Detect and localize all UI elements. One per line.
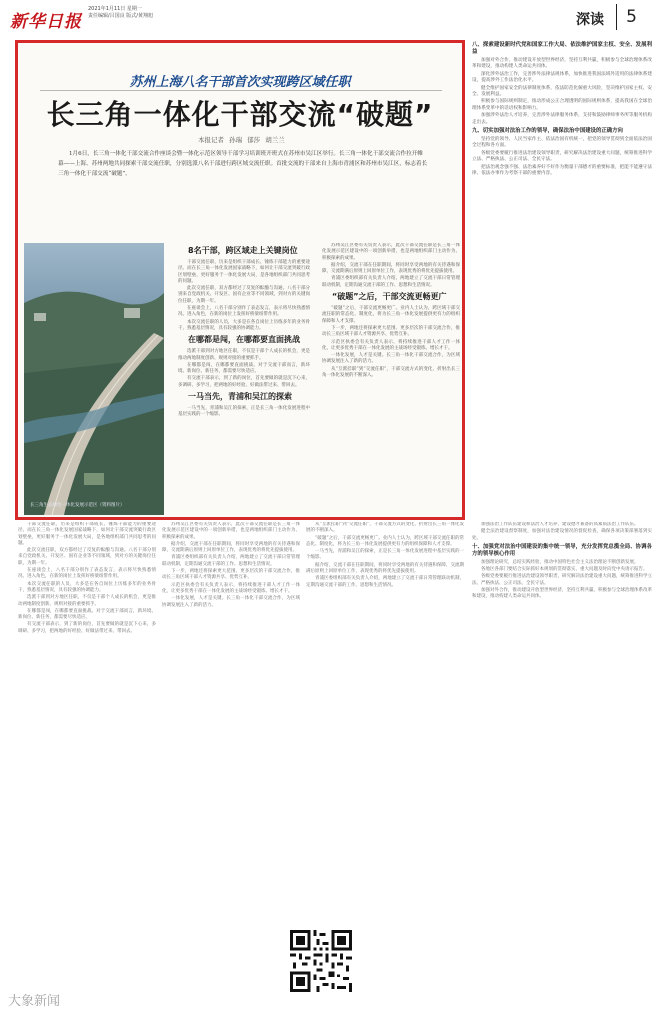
body-paragraph: 各级党委要履行推进法治建设领导职责，研究解决法治建设重大问题，统筹推进科学立法、严格执法、公正司法、全民守法。 [472, 150, 652, 163]
body-paragraph: 在座谈会上，八名干部分别作了表态发言，表示将尽快熟悉情况、进入角色，在新的岗位上发挥好桥梁纽带作用。 [18, 568, 156, 580]
article-paragraph: 示范区执委会有关负责人表示，将持续推进干部人才工作一体化，让更多优秀干部在一体化发展的主战场经受锻炼、增长才干。 [322, 339, 460, 351]
article-paragraph: 有交流干部表示，到了新的岗位，首先要做的就是沉下心来，多调研、多学习，把两地的好经验、好做法带过来、带回去。 [178, 376, 310, 388]
body-paragraph: 各地区各部门要结合实际抓好本规划的贯彻落实，重大问题及时向党中央请示报告。 [481, 567, 648, 573]
article-subhead: 8名干部，跨区域走上关键岗位 [188, 246, 298, 255]
byline-label: 本报记者 [198, 136, 224, 144]
photo-caption: 长三角生态绿色一体化发展示范区（资料图片） [30, 503, 125, 508]
body-paragraph: 有交流干部表示，到了新的岗位，首先要做的就是沉下心来，多调研、多学习，把两地的好经验、好做法带过来、带回去。 [18, 622, 156, 634]
article-paragraph: 一体化发展，人才是关键。长三角一体化干部交流合作，为区域协调发展注入了新的活力。 [322, 353, 460, 365]
article-paragraph: 干部交流任职，历来是组织干部成长、锤炼干部能力的重要途径。而在长三角一体化发展国家战略下，如何让干部交流突破行政区划壁垒，更好服务于一体化发展大局，是各地组织部门共同思考的问题。 [178, 260, 310, 284]
body-paragraph: 各级党委要履行推进法治建设领导职责，研究解决法治建设重大问题，统筹推进科学立法、严格执法、公正司法、全民守法。 [472, 574, 652, 586]
section-heading: 八、探索建设新时代党和国家工作大局、依法维护国家主权、安全、发展利益 [472, 42, 652, 55]
section-heading: 十、加强党对法治中国建设的集中统一领导，充分发挥党总揽全局、协调各方的领导核心作用 [472, 543, 652, 557]
kicker-divider [40, 90, 442, 91]
masthead-meta [88, 6, 153, 20]
article-column-2 [322, 243, 460, 515]
article-paragraph: 选派干部到对方地区任职，不仅是干部个人成长的机会，更是推动两地制度创新、规则对接的重要抓手。 [178, 349, 310, 361]
article-paragraph: 苏州吴江区委有关负责人表示，此次干部交流任职是长三角一体化发展示范区建设中的一项创新举措，也是两地组织部门主动作为、积极探索的成果。 [322, 243, 460, 261]
body-paragraph: 此次交流任职，双方都经过了反复的酝酿与沟通。八名干部分别来自党政机关、开发区、国有企业等不同领域，到对方的关键岗位任职，为期一年。 [18, 548, 156, 566]
article-paragraph: 此次交流任职，双方都经过了反复的酝酿与沟通。八名干部分别来自党政机关、开发区、国有企业等不同领域，到对方的关键岗位任职，为期一年。 [178, 286, 310, 304]
article-paragraph: 在哪都是闯，在哪都要直面挑战。对于交流干部而言，新环境、新岗位、新任务，都需要尽快适应。 [178, 362, 310, 375]
byline-author-1: 孙瑞 [229, 136, 243, 144]
section-title: 深读 [576, 12, 604, 28]
body-paragraph: 示范区执委会有关负责人表示，将持续推进干部人才工作一体化，让更多优秀干部在一体化发展的主战场经受锻炼、增长才干。 [162, 582, 300, 594]
body-paragraph: 健全维护国家安全的法律制度体系，依法防范化解重大风险，坚决维护国家主权、安全、发展利益。 [472, 85, 652, 98]
body-paragraph: 一体化发展，人才是关键。长三角一体化干部交流合作，为区域协调发展注入了新的活力。 [162, 596, 300, 608]
article-paragraph: 在座谈会上，八名干部分别作了表态发言，表示将尽快熟悉情况、进入角色，在新的岗位上发挥好桥梁纽带作用。 [178, 306, 310, 318]
lower-column-2 [162, 522, 300, 977]
article-subhead: 一马当先，青浦和吴江的探索 [188, 392, 292, 402]
body-paragraph: 苏州吴江区委有关负责人表示，此次干部交流任职是长三角一体化发展示范区建设中的一项创新举措，也是两地组织部门主动作为、积极探索的成果。 [162, 522, 300, 540]
page-number: 5 [616, 4, 646, 30]
section-heading: 九、切实加强对法治工作的领导，确保法治中国建设的正确方向 [472, 128, 623, 135]
lower-column-4 [472, 522, 652, 977]
body-paragraph: 加强对外合作，推动建设开放型世界经济，坚持互利共赢，积极参与全球治理体系改革和建设，推动构建人类命运共同体。 [472, 588, 652, 600]
article-paragraph: 青浦区委组织部有关负责人介绍，两地建立了交流干部日常管理联动机制，定期沟通交流干部的工作、思想和生活情况。 [322, 276, 460, 288]
body-paragraph: 一马当先，青浦和吴江的探索，正是长三角一体化发展进程中基层实践的一个缩影。 [306, 549, 464, 561]
article-subhead: 在哪都是闯，在哪都要直面挑战 [188, 335, 300, 345]
article-headline: 长三角一体化干部交流“破题” [46, 98, 434, 131]
article-paragraph: 本次交流任职的人员，大多是在各自岗位上历练多年的业务骨干，熟悉基层情况，具有较强的协调能力。 [178, 319, 310, 331]
article-paragraph: 一马当先，青浦和吴江的探索，正是长三角一体化发展进程中基层实践的一个缩影。 [178, 406, 310, 418]
article-subhead: “破题”之后，干部交流更畅更广 [332, 292, 447, 302]
body-paragraph: 健全法治建设督察制度，加强对法治建设情况的督促检查，确保各项决策部署落到实处。 [472, 529, 652, 541]
byline-author-3: 胡兰兰 [265, 136, 285, 144]
article-column-1 [178, 243, 310, 515]
masthead-date: 2021年1月11日 星期一 [88, 6, 142, 12]
body-paragraph: 下一步，两地还将探索更大范围、更多层次的干部交流合作，推动长三角区域干部人才资源共享、优势互补。 [162, 569, 300, 581]
featured-article [15, 40, 465, 520]
masthead-editor: 责任编辑/吕国良 版式/黄翔旭 [88, 13, 153, 19]
watermark: 大象新闻 [8, 994, 61, 1009]
body-paragraph: 加强对外合作，推动建设开放型世界经济，坚持互利共赢，积极参与全球治理体系改革和建设，推动构建人类命运共同体。 [472, 58, 652, 70]
aerial-photo [24, 243, 164, 515]
body-paragraph: 青浦区委组织部有关负责人介绍，两地建立了交流干部日常管理联动机制，定期沟通交流干部的工作、思想和生活情况。 [162, 555, 300, 567]
body-paragraph: 加强理论研究，总结实践经验，推动中国特色社会主义法治理论不断创新发展。 [481, 559, 639, 565]
body-paragraph: 本次交流任职的人员，大多是在各自岗位上历练多年的业务骨干，熟悉基层情况，具有较强的协调能力。 [18, 581, 156, 593]
body-paragraph: 在哪都是闯，在哪都要直面挑战。对于交流干部而言，新环境、新岗位、新任务，都需要尽快适应。 [18, 608, 156, 621]
body-paragraph: 选派干部到对方地区任职，不仅是干部个人成长的机会，更是推动两地制度创新、规则对接的重要抓手。 [18, 595, 156, 607]
lower-column-1 [18, 522, 156, 977]
body-paragraph: “破题”之后，干部交流更畅更广。业内人士认为，跨区域干部交流任职的常态化、制度化，将为长三角一体化发展提供更有力的组织保障和人才支撑。 [306, 535, 464, 547]
body-paragraph: 加强法治工作队伍建设和法治人才培养，建设德才兼备的高素质法治工作队伍。 [481, 522, 639, 527]
article-byline [198, 135, 288, 144]
aerial-photo-illustration [24, 243, 164, 515]
body-paragraph: 加强涉外法治人才培养，完善涉外法律服务体系，支持和鼓励律师事务所等服务机构走出去。 [472, 113, 652, 125]
qr-code-icon [290, 930, 352, 992]
body-paragraph: 据介绍，交流干部在任职期间，将同时享受两地的有关待遇和保障，交流期满后原则上回原单位工作，表现优秀的将优先提拔使用。 [162, 541, 300, 554]
body-paragraph: 据介绍，交流干部在任职期间，将同时享受两地的有关待遇和保障，交流期满后原则上回原单位工作，表现优秀的将优先提拔使用。 [306, 562, 464, 575]
right-column-text [472, 40, 652, 520]
body-paragraph: 深化涉外法治工作，完善涉外法律法规体系，加快推进我国法域外适用的法律体系建设，提高涉外工作法治化水平。 [472, 71, 652, 84]
lower-column-3 [306, 522, 464, 977]
article-paragraph: 下一步，两地还将探索更大范围、更多层次的干部交流合作，推动长三角区域干部人才资源共享、优势互补。 [322, 325, 460, 338]
article-paragraph: 据介绍，交流干部在任职期间，将同时享受两地的有关待遇和保障，交流期满后原则上回原单位工作，表现优秀的将优先提拔使用。 [322, 262, 460, 275]
qr-code[interactable] [290, 930, 352, 992]
masthead [10, 4, 650, 36]
body-paragraph: 积极参与国际规则制定，推动形成公正合理透明的国际规则体系，提高我国在全球治理体系变革中的话语权和影响力。 [472, 99, 652, 111]
body-paragraph: 干部交流任职，历来是组织干部成长、锤炼干部能力的重要途径。而在长三角一体化发展国家战略下，如何让干部交流突破行政区划壁垒，更好服务于一体化发展大局，是各地组织部门共同思考的问题。 [18, 522, 156, 546]
body-paragraph: 青浦区委组织部有关负责人介绍，两地建立了交流干部日常管理联动机制，定期沟通交流干部的工作、思想和生活情况。 [306, 576, 464, 588]
body-paragraph: 坚持党的领导、人民当家作主、依法治国有机统一，把党的领导贯彻到全面依法治国全过程和各方面。 [472, 137, 652, 149]
article-lead: 1月6日，长三角一体化干部交流合作座谈会暨一体化示范区领导干部学习培训班开班式在苏州市吴江区举行。长三角一体化干部交流合作拉开帷幕——上海、苏州两地共同探索干部交流任职，分别选派八名干部进行跨区域交流任职。首批交流的干部来自上海市青浦区和苏州市吴江区，标志着长三角一体化干部交流“破题”。 [58, 151, 428, 177]
article-kicker: 苏州上海八名干部首次实现跨区域任职 [129, 75, 351, 90]
body-paragraph: 把法治观念强不强、法治素养好不好作为衡量干部德才的重要标准，把能不能遵守法律、依法办事作为考察干部的重要内容。 [472, 164, 652, 177]
article-paragraph: 从“互派挂职”到“交流任职”，干部交流方式的变化，折射出长三角一体化发展的不断深入。 [322, 366, 460, 379]
newspaper-logo: 新华日报 [10, 12, 82, 32]
body-paragraph: 从“互派挂职”到“交流任职”，干部交流方式的变化，折射出长三角一体化发展的不断深入。 [306, 522, 464, 534]
byline-author-2: 郁莎 [247, 136, 261, 144]
article-paragraph: “破题”之后，干部交流更畅更广。业内人士认为，跨区域干部交流任职的常态化、制度化，将为长三角一体化发展提供更有力的组织保障和人才支撑。 [322, 306, 460, 324]
